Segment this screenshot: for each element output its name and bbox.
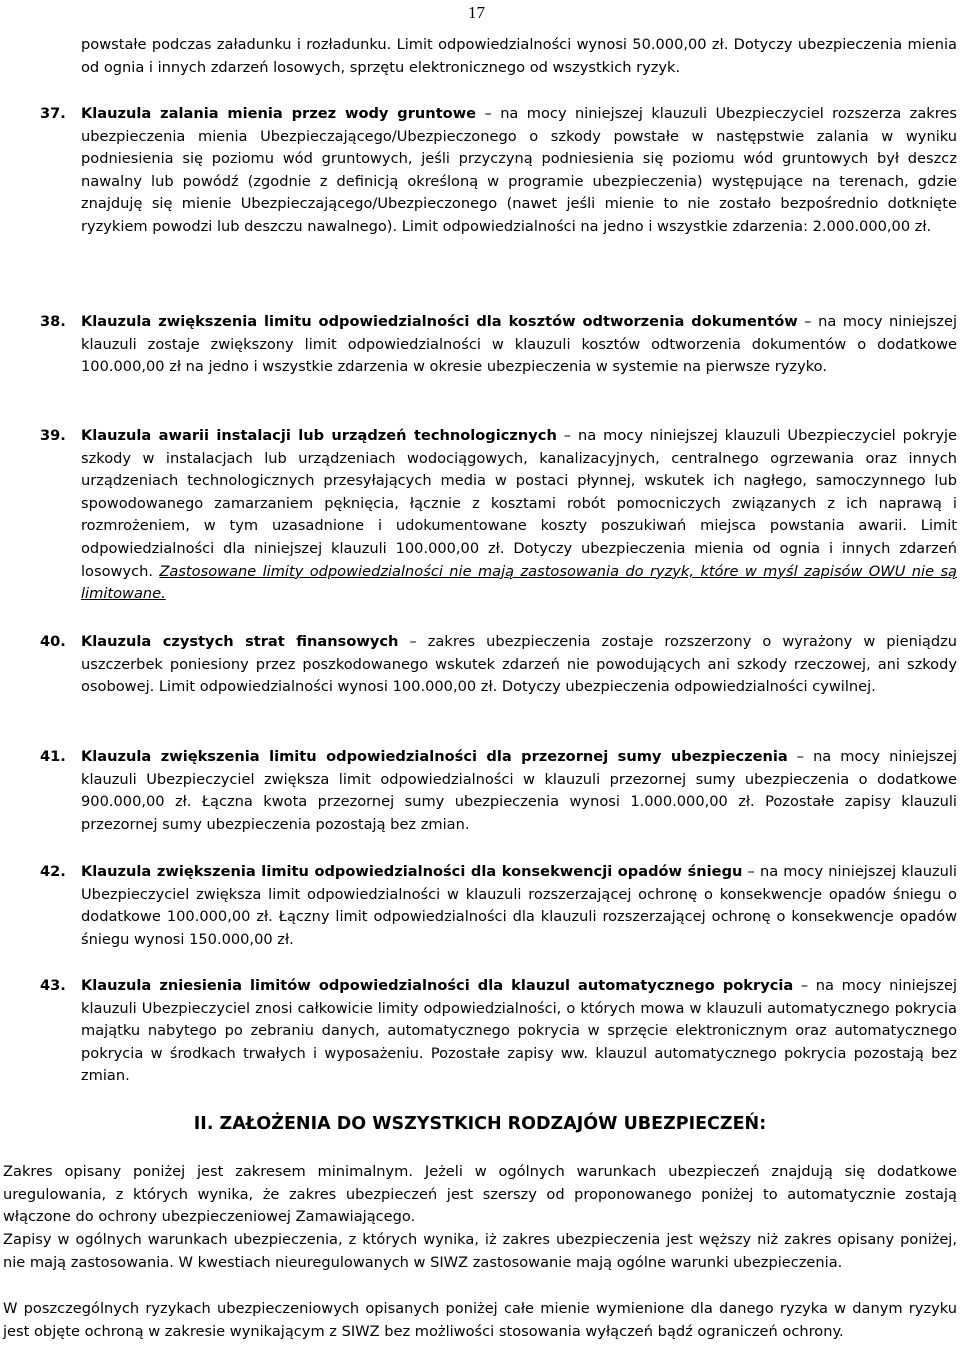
clause-dash: – [742, 863, 760, 880]
clause-text: na mocy niniejszej klauzuli zostaje zwiększony limit odpowiedzialności w klauzuli kosztów odtworzenia dokumentów o dodatkowe 100.000,00 zł na jedno i wszystkie zdarzenia w okresie ubezpieczenia w systemie na pierwsze ryzyko. [81, 313, 957, 376]
paragraph-risks: W poszczególnych ryzykach ubezpieczeniowych opisanych poniżej całe mienie wymienione dla danego ryzyka w danym ryzyku jest objęte ochroną w zakresie wynikającym z SIWZ bez możliwości stosowania wyłączeń bądź ograniczeń ochrony. [3, 1300, 957, 1340]
paragraph-scope: Zakres opisany poniżej jest zakresem minimalnym. Jeżeli w ogólnych warunkach ubezpieczeń znajdują się dodatkowe uregulowania, z których wynika, że zakres ubezpieczeń jest szerszy od proponowanego poniżej to automatycznie zostają włączone do ochrony ubezpieczeniowej Zamawiającego. [3, 1163, 957, 1226]
clause-text: na mocy niniejszej klauzuli Ubezpieczyciel znosi całkowicie limity odpowiedzialności, o których mowa w klauzuli automatycznego pokrycia majątku nabytego po zebraniu danych, automatycznego pokrycia w sprzęcie elektronicznym oraz automatycznego pokrycia w środkach trwałych i wyposażeniu. Pozostałe zapisy ww. klauzul automatycznego pokrycia pozostają bez zmian. [81, 977, 958, 1085]
clause-40 [40, 631, 957, 699]
clause-38 [40, 311, 957, 379]
clause-title: Klauzula czystych strat finansowych [81, 633, 399, 650]
page-number: 17 [468, 3, 485, 22]
clause-note: Zastosowane limity odpowiedzialności nie mają zastosowania do ryzyk, które w myśl zapisów OWU nie są limitowane. [81, 562, 957, 603]
clause-title: Klauzula zwiększenia limitu odpowiedzialności dla kosztów odtworzenia dokumentów [81, 313, 798, 330]
clause-number: 42. [40, 863, 66, 880]
clause-37 [40, 103, 957, 239]
clause-title: Klauzula zwiększenia limitu odpowiedzialności dla przezornej sumy ubezpieczenia [81, 748, 788, 765]
paragraph-general-conditions: Zapisy w ogólnych warunkach ubezpieczenia, z których wynika, iż zakres ubezpieczenia jest węższy niż zakres opisany poniżej, nie mają zastosowania. W kwestiach nieuregulowanych w SIWZ zastosowanie mają ogólne warunki ubezpieczenia. [3, 1231, 957, 1271]
clause-number: 40. [40, 633, 66, 650]
clause-title: Klauzula awarii instalacji lub urządzeń technologicznych [81, 427, 557, 444]
clause-41 [40, 746, 957, 836]
clause-title: Klauzula zniesienia limitów odpowiedzialności dla klauzul automatycznego pokrycia [81, 977, 794, 994]
clause-title: Klauzula zwiększenia limitu odpowiedzialności dla konsekwencji opadów śniegu [81, 863, 743, 880]
clause-text: na mocy niniejszej klauzuli Ubezpieczyciel zwiększa limit odpowiedzialności w klauzuli rozszerzającej ochronę o konsekwencje opadów śniegu o dodatkowe 100.000,00 zł. Łączny limit odpowiedzialności dla klauzuli rozszerzającej ochronę o konsekwencje opadów śniegu wynosi 150.000,00 zł. [81, 863, 957, 948]
clause-dash: – [797, 313, 819, 330]
clause-title: Klauzula zalania mienia przez wody gruntowe [81, 105, 477, 122]
clause-number: 41. [40, 748, 66, 765]
clause-39 [40, 425, 957, 606]
clause-dash: – [398, 633, 428, 650]
clause-dash: – [556, 427, 579, 444]
clause-text: na mocy niniejszej klauzuli Ubezpieczyciel zwiększa limit odpowiedzialności w klauzuli przezornej sumy ubezpieczenia o dodatkowe 900.000,00 zł. Łączna kwota przezornej sumy ubezpieczenia wynosi 1.000.000,00 zł. Pozostałe zapisy klauzuli przezornej sumy ubezpieczenia pozostają bez zmian. [81, 748, 958, 833]
clause-dash: – [793, 977, 816, 994]
clause-number: 39. [40, 427, 66, 444]
clause-text: zakres ubezpieczenia zostaje rozszerzony o wyrażony w pieniądzu uszczerbek poniesiony przez poszkodowanego wskutek zdarzeń nie powodujących ani szkody rzeczowej, ani szkody osobowej. Limit odpowiedzialności wynosi 100.000,00 zł. Dotyczy ubezpieczenia odpowiedzialności cywilnej. [81, 633, 958, 696]
clause-dash: – [476, 105, 501, 122]
clause-dash: – [787, 748, 814, 765]
clause-number: 37. [40, 105, 66, 122]
clause-text: na mocy niniejszej klauzuli Ubezpieczyciel pokryje szkody w instalacjach lub urządzeniach wodociągowych, kanalizacyjnych, centralnego ogrzewania oraz innych urządzeniach technologicznych przesyłających media w postaci płynnej, wskutek ich nagłego, samoczynnego lub spowodowanego zamarzaniem pęknięcia, łącznie z kosztami robót pomocniczych związanych z ich naprawą i rozmrożeniem, w tym uzasadnione i udokumentowane koszty poszukiwań miejsca powstania awarii. Limit odpowiedzialności dla niniejszej klauzuli 100.000,00 zł. Dotyczy ubezpieczenia mienia od ognia i innych zdarzeń losowych. [81, 427, 957, 580]
clause-number: 38. [40, 313, 66, 330]
section-heading: II. ZAŁOŻENIA DO WSZYSTKICH RODZAJÓW UBEZPIECZEŃ: [193, 1114, 767, 1134]
continuation-text: powstałe podczas załadunku i rozładunku. Limit odpowiedzialności wynosi 50.000,00 zł. Dotyczy ubezpieczenia mienia od ognia i innych zdarzeń losowych, sprzętu elektronicznego od wszystkich ryzyk. [81, 36, 957, 76]
clause-43 [40, 975, 957, 1088]
clause-42 [40, 861, 957, 951]
clause-text: na mocy niniejszej klauzuli Ubezpieczyciel rozszerza zakres ubezpieczenia mienia Ubezpieczającego/Ubezpieczonego o szkody powstałe w następstwie zalania w wyniku podniesienia się poziomu wód gruntowych, jeśli przyczyną podniesienia się poziomu wód gruntowych był deszcz nawalny lub powódź (zgodnie z definicją określoną w programie ubezpieczenia) występujące na terenach, gdzie znajduję się mienie Ubezpieczającego/Ubezpieczonego (nawet jeśli mienie to nie zostało bezpośrednio dotknięte ryzykiem powodzi lub deszczu nawalnego). Limit odpowiedzialności na jedno i wszystkie zdarzenia: 2.000.000,00 zł. [81, 105, 957, 235]
clause-number: 43. [40, 977, 66, 994]
